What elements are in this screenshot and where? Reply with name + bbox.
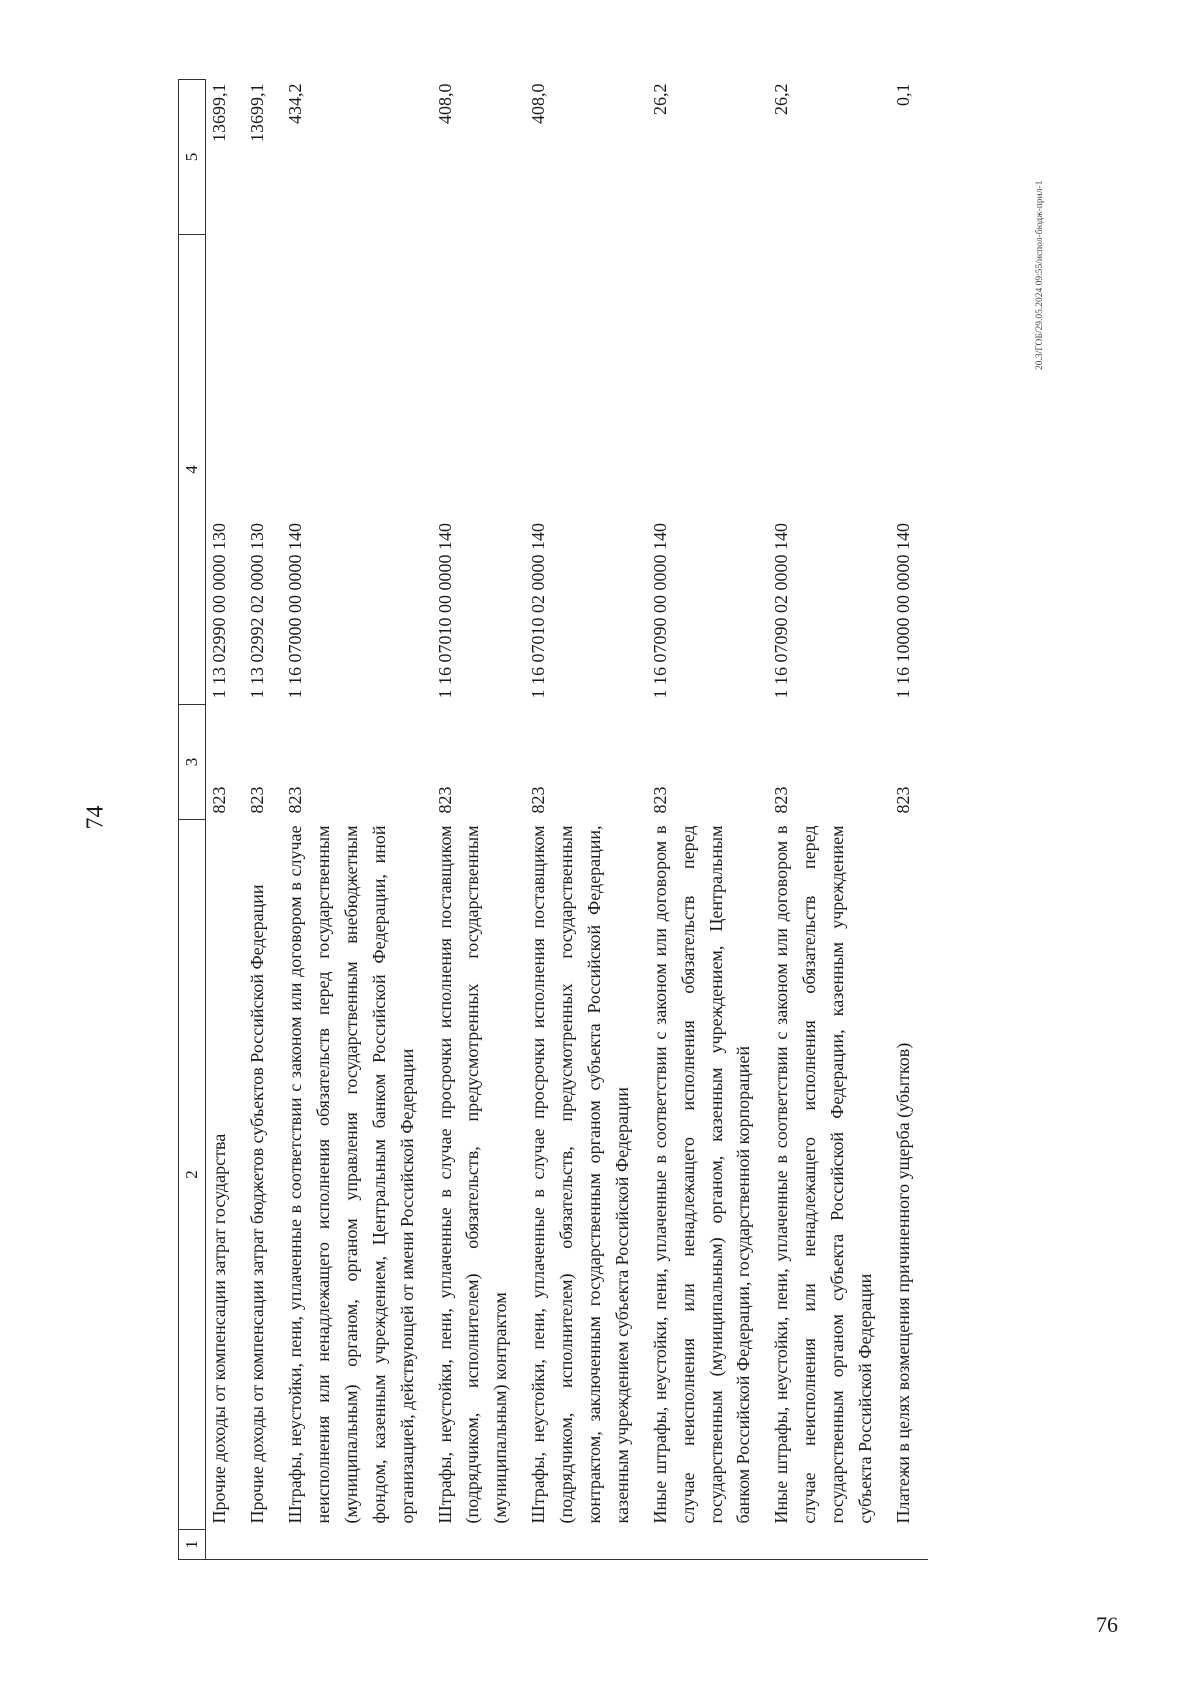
table-row xyxy=(432,80,526,1560)
row-admin-code: 823 xyxy=(247,786,268,814)
table-row xyxy=(525,80,647,1560)
row-classification-code: 1 16 10000 00 0000 140 xyxy=(892,523,913,699)
column-header: 3 xyxy=(179,705,206,820)
table-row xyxy=(282,80,431,1560)
column-header: 5 xyxy=(179,80,206,235)
table-header-row xyxy=(179,80,206,1560)
row-sum: 26,2 xyxy=(771,83,792,115)
row-classification-code: 1 13 02992 02 0000 130 xyxy=(247,523,268,699)
row-classification-code: 1 13 02990 00 0000 130 xyxy=(209,523,230,699)
row-classification-code: 1 16 07090 02 0000 140 xyxy=(771,523,792,699)
row-sum: 408,0 xyxy=(528,83,549,124)
row-classification-code: 1 16 07010 00 0000 140 xyxy=(434,523,455,699)
row-name: Штрафы, неустойки, пени, уплаченные в случае просрочки исполнения поставщиком (подрядчиком, исполнителем) обязательств, предусмотренных государственным контрактом, заключенным государственным органом субъекта Российской Федерации, казенным учреждением субъекта Российской Федерации xyxy=(528,825,632,1524)
row-name: Иные штрафы, неустойки, пени, уплаченные в соответствии с законом или договором в случае неисполнения или ненадлежащего исполнения обязательств перед государственным (муниципальным) органом, казенным учреждением, Центральным банком Российской Федерации, государственной корпорацией xyxy=(649,825,754,1524)
row-sum: 0,1 xyxy=(892,83,913,106)
column-header: 1 xyxy=(179,1530,206,1560)
corner-page-number: 76 xyxy=(1096,1612,1118,1637)
page-number: 74 xyxy=(82,805,109,830)
row-admin-code: 823 xyxy=(528,786,549,814)
table-row xyxy=(768,80,890,1560)
column-header: 2 xyxy=(179,820,206,1530)
table-row xyxy=(647,80,769,1560)
row-name: Прочие доходы от компенсации затрат бюджетов субъектов Российской Федерации xyxy=(247,884,268,1524)
rotated-table-container xyxy=(178,80,988,1560)
row-sum: 408,0 xyxy=(434,83,455,124)
row-admin-code: 823 xyxy=(209,786,230,814)
row-name: Штрафы, неустойки, пени, уплаченные в соответствии с законом или договором в случае неисполнения или ненадлежащего исполнения обязательств перед государственным (муниципальным) органом, органом управления государственным внебюджетным фондом, казенным учреждением, Центральным банком Российской Федерации, иной организацией, действующей от имени Российской Федерации xyxy=(285,825,417,1524)
revenue-table xyxy=(178,79,928,1560)
row-sum: 26,2 xyxy=(649,83,670,115)
row-sum: 13699,1 xyxy=(247,83,268,142)
row-name: Штрафы, неустойки, пени, уплаченные в случае просрочки исполнения поставщиком (подрядчиком, исполнителем) обязательств, предусмотренных государственным (муниципальным) контрактом xyxy=(434,825,511,1524)
table-row xyxy=(890,80,928,1560)
table-row xyxy=(244,80,282,1560)
row-classification-code: 1 16 07010 02 0000 140 xyxy=(528,523,549,699)
row-admin-code: 823 xyxy=(434,786,455,814)
column-header: 4 xyxy=(179,235,206,705)
row-name: Платежи в целях возмещения причиненного ущерба (убытков) xyxy=(892,1042,913,1524)
row-admin-code: 823 xyxy=(649,786,670,814)
row-admin-code: 823 xyxy=(771,786,792,814)
row-sum: 13699,1 xyxy=(209,83,230,142)
row-classification-code: 1 16 07000 00 0000 140 xyxy=(285,523,306,699)
table-row xyxy=(206,80,244,1560)
row-admin-code: 823 xyxy=(892,786,913,814)
row-name: Иные штрафы, неустойки, пени, уплаченные в соответствии с законом или договором в случае неисполнения или ненадлежащего исполнения обязательств перед государственным органом субъекта Российской Федерации, казенным учреждением субъекта Российской Федерации xyxy=(771,825,876,1524)
row-name: Прочие доходы от компенсации затрат государства xyxy=(209,1133,230,1524)
row-admin-code: 823 xyxy=(285,786,306,814)
footer-document-code: 20.3/ГОБ/29.05.2024 09:55/испол-бюдж-прил-1 xyxy=(1035,180,1045,370)
row-classification-code: 1 16 07090 00 0000 140 xyxy=(649,523,670,699)
row-sum: 434,2 xyxy=(285,83,306,124)
